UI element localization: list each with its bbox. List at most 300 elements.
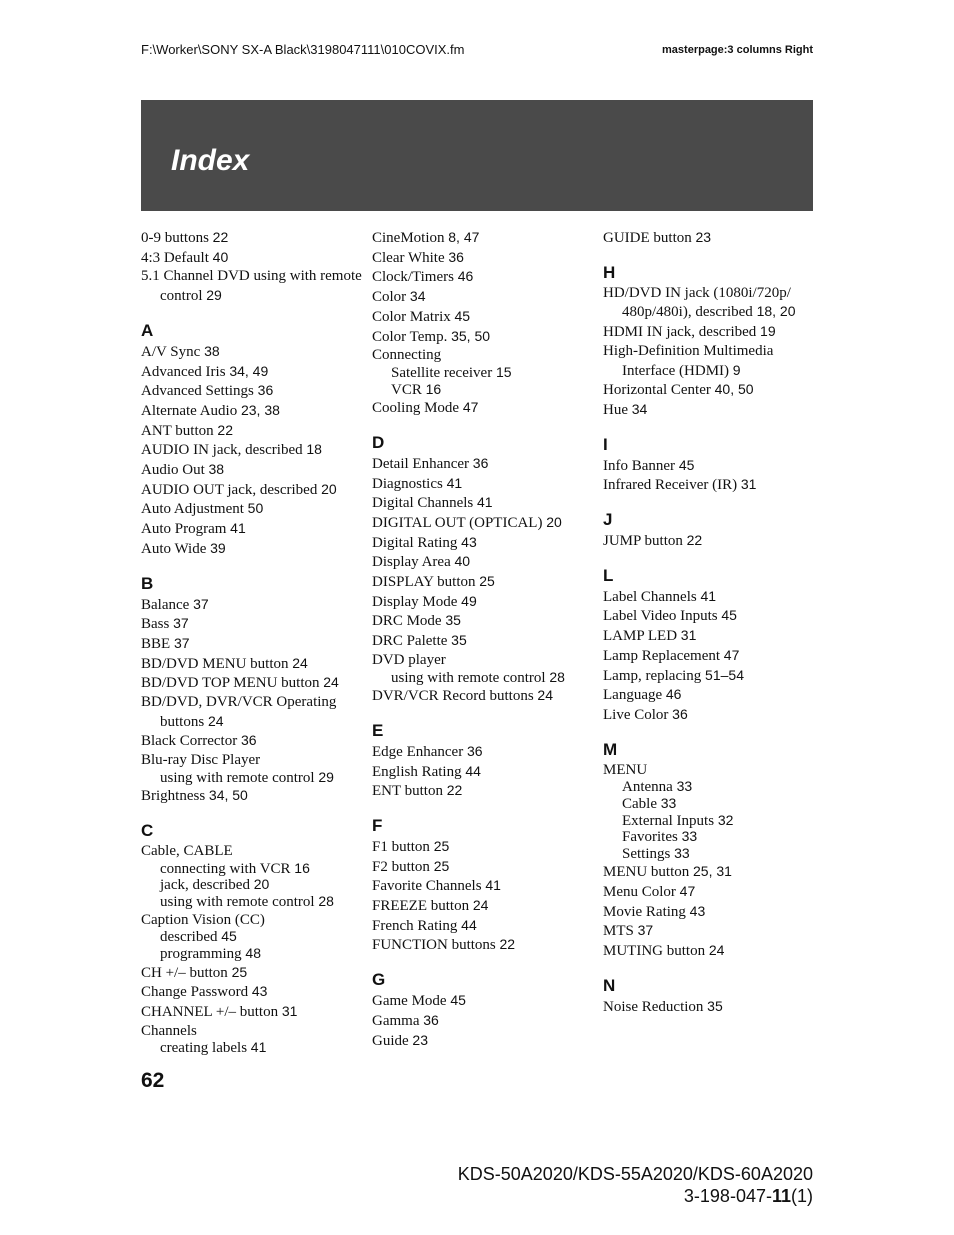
index-letter-heading: I <box>603 434 608 454</box>
index-entry <box>603 882 825 902</box>
index-entry <box>372 287 594 307</box>
index-entry <box>603 941 825 961</box>
index-term: Noise Reduction <box>603 998 704 1015</box>
index-term: Black Corrector <box>141 733 238 750</box>
index-page-ref: 23 <box>695 229 712 245</box>
index-page-ref: 35, 50 <box>451 327 491 344</box>
index-entry <box>603 705 825 725</box>
index-page-ref: 32 <box>717 811 734 828</box>
index-term: CineMotion <box>372 230 445 246</box>
index-entry <box>603 761 825 780</box>
index-page-ref: 51–54 <box>705 666 744 683</box>
index-page-ref: 22 <box>217 421 233 438</box>
index-term: Change Password <box>141 984 249 1001</box>
index-term: English Rating <box>372 763 462 780</box>
index-subentry <box>603 813 825 830</box>
index-term: using with remote control <box>160 894 315 911</box>
index-page-ref: 22 <box>686 532 703 549</box>
index-entry <box>603 685 825 705</box>
index-subentry <box>372 382 594 399</box>
index-term: FREEZE button <box>372 898 470 915</box>
index-term: using with remote control <box>391 669 546 686</box>
index-page-ref: 40, 50 <box>714 381 754 398</box>
index-term: Alternate Audio <box>141 402 238 419</box>
index-term: Caption Vision (CC) <box>141 911 265 928</box>
index-entry <box>141 342 363 362</box>
index-term: A/V Sync <box>141 343 201 360</box>
header-masterpage: masterpage:3 columns Right <box>662 44 813 56</box>
index-page-ref: 25 <box>479 573 495 590</box>
index-entry <box>372 398 594 418</box>
footer-code <box>684 1186 813 1207</box>
index-entry <box>141 693 363 731</box>
index-term: Horizontal Center <box>603 382 711 399</box>
index-term: DVR/VCR Record buttons <box>372 688 534 705</box>
index-entry <box>372 1011 594 1031</box>
index-subentry <box>141 861 363 878</box>
index-term: Color Temp. <box>372 328 448 345</box>
index-page-ref: 24 <box>323 674 339 691</box>
index-entry <box>603 475 825 495</box>
index-term: CHANNEL +/– button <box>141 1003 279 1020</box>
index-entry <box>603 862 825 882</box>
index-term: Connecting <box>372 347 442 364</box>
index-term: Infrared Receiver (IR) <box>603 477 738 494</box>
index-entry <box>603 902 825 922</box>
index-term: AUDIO OUT jack, described <box>141 481 318 498</box>
index-entry <box>603 921 825 941</box>
index-term: AUDIO IN jack, described <box>141 442 303 459</box>
index-subentry <box>141 894 363 911</box>
index-entry <box>141 614 363 634</box>
index-entry <box>372 686 594 706</box>
index-term: MUTING button <box>603 943 706 960</box>
index-page-ref: 34 <box>409 288 426 305</box>
header-filepath: F:\Worker\SONY SX-A Black\3198047111\010COVIX.fm <box>141 42 465 57</box>
index-term: DRC Mode <box>372 613 442 630</box>
index-term: Cable, CABLE <box>141 843 233 860</box>
index-term: Advanced Iris <box>141 363 226 380</box>
index-page-ref: 46 <box>665 686 682 703</box>
index-entry <box>141 842 363 861</box>
index-page-ref: 22 <box>446 782 463 799</box>
index-page-ref: 22 <box>212 229 229 245</box>
index-term: Gamma <box>372 1012 420 1029</box>
index-page-ref: 36 <box>423 1011 439 1028</box>
index-entry <box>141 440 363 460</box>
index-entry <box>141 634 363 654</box>
index-term: LAMP LED <box>603 628 678 645</box>
index-page-ref: 43 <box>689 902 706 919</box>
index-page-ref: 25, 31 <box>693 863 732 880</box>
index-term: DISPLAY button <box>372 574 476 591</box>
index-entry <box>141 1022 363 1041</box>
index-letter-heading: J <box>603 510 613 530</box>
index-page-ref: 31 <box>281 1002 298 1019</box>
index-page-ref: 29 <box>206 287 222 304</box>
index-page-ref: 24 <box>207 712 224 729</box>
index-page-ref: 45 <box>721 607 737 624</box>
index-term: Favorite Channels <box>372 878 482 895</box>
index-term: JUMP button <box>603 533 683 550</box>
index-term: Lamp Replacement <box>603 647 721 664</box>
index-page-ref: 37 <box>193 595 209 612</box>
index-page-ref: 47 <box>679 883 696 900</box>
index-page-ref: 31 <box>740 476 757 493</box>
index-term: F1 button <box>372 838 430 855</box>
index-term: DRC Palette <box>372 633 448 650</box>
index-column-2 <box>372 228 594 1050</box>
index-entry <box>372 935 594 955</box>
index-term: Label Video Inputs <box>603 608 718 625</box>
index-entry <box>603 587 825 607</box>
footer-code-bold: 11 <box>771 1186 791 1206</box>
index-term: Detail Enhancer <box>372 455 470 472</box>
page-title: Index <box>171 144 250 177</box>
index-page-ref: 34 <box>631 400 648 417</box>
index-entry <box>372 896 594 916</box>
index-page-ref: 33 <box>681 828 698 845</box>
index-term: Info Banner <box>603 457 676 474</box>
index-subentry <box>603 829 825 846</box>
index-column-3 <box>603 228 825 1017</box>
index-page-ref: 28 <box>318 893 334 910</box>
index-entry <box>141 654 363 674</box>
index-page-ref: 38 <box>208 461 225 478</box>
index-term: Auto Wide <box>141 540 207 557</box>
index-entry <box>141 362 363 382</box>
index-term: Settings <box>622 845 671 862</box>
index-subentry <box>141 946 363 963</box>
index-page-ref: 23, 38 <box>240 401 280 418</box>
index-entry <box>372 857 594 877</box>
index-entry <box>603 646 825 666</box>
index-term: Digital Rating <box>372 534 458 551</box>
index-page-ref: 22 <box>499 936 516 953</box>
index-page-ref: 25 <box>433 857 450 874</box>
index-page-ref: 44 <box>465 762 481 779</box>
footer-models: KDS-50A2020/KDS-55A2020/KDS-60A2020 <box>457 1164 813 1184</box>
index-term: GUIDE button <box>603 230 692 246</box>
index-page-ref: 24 <box>472 897 489 914</box>
index-page-ref: 37 <box>173 615 189 632</box>
index-page-ref: 41 <box>477 494 493 511</box>
index-entry <box>372 781 594 801</box>
index-page-ref: 45 <box>454 307 471 324</box>
index-page-ref: 41 <box>485 877 501 894</box>
index-entry <box>141 228 363 248</box>
index-term: Audio Out <box>141 462 205 479</box>
index-term: ENT button <box>372 783 443 800</box>
index-page-ref: 33 <box>674 844 690 861</box>
index-term: VCR <box>391 381 422 398</box>
index-term: ANT button <box>141 422 214 439</box>
index-page-ref: 29 <box>318 768 334 785</box>
index-letter-heading: A <box>141 320 154 340</box>
index-page-ref: 36 <box>466 742 483 759</box>
index-term: Cable <box>622 795 657 812</box>
index-term: External Inputs <box>622 812 715 829</box>
index-entry <box>372 742 594 762</box>
index-page-ref: 15 <box>495 363 512 380</box>
index-term: Digital Channels <box>372 495 474 512</box>
index-entry <box>372 991 594 1011</box>
index-term: 4:3 Default <box>141 249 209 266</box>
index-entry <box>603 456 825 476</box>
index-page-ref: 36 <box>672 705 688 722</box>
index-entry <box>603 666 825 686</box>
index-term: CH +/– button <box>141 964 228 981</box>
index-term: Color Matrix <box>372 308 451 325</box>
index-letter-heading: E <box>372 720 384 740</box>
index-entry <box>372 592 594 612</box>
index-term: Guide <box>372 1032 409 1049</box>
index-term: 5.1 Channel DVD using with remote control <box>141 268 362 305</box>
index-subentry <box>372 670 594 687</box>
index-term: described <box>160 929 218 946</box>
index-term: Label Channels <box>603 588 697 605</box>
index-page-ref: 43 <box>461 533 477 550</box>
index-page-ref: 41 <box>250 1039 267 1056</box>
index-term: Auto Program <box>141 521 227 538</box>
index-term: Cooling Mode <box>372 400 460 417</box>
index-page-ref: 25 <box>231 963 248 980</box>
index-page-ref: 37 <box>173 634 190 651</box>
index-entry <box>372 572 594 592</box>
index-subentry <box>141 929 363 946</box>
index-entry <box>372 611 594 631</box>
index-column-1 <box>141 228 363 1057</box>
index-letter-heading: C <box>141 821 154 841</box>
index-term: Movie Rating <box>603 903 686 920</box>
index-term: DIGITAL OUT (OPTICAL) <box>372 514 543 531</box>
index-subentry <box>603 779 825 796</box>
index-term: Lamp, replacing <box>603 667 702 684</box>
index-page-ref: 47 <box>462 399 479 416</box>
index-subentry <box>603 796 825 813</box>
index-entry <box>141 751 363 770</box>
index-term: Antenna <box>622 779 673 796</box>
index-entry <box>372 876 594 896</box>
index-page-ref: 47 <box>723 646 740 663</box>
index-page-ref: 48 <box>245 944 261 961</box>
index-term: Bass <box>141 616 170 633</box>
index-entry <box>372 837 594 857</box>
page-number: 62 <box>141 1069 165 1092</box>
index-letter-heading: M <box>603 739 618 759</box>
index-entry <box>372 327 594 347</box>
index-entry <box>141 480 363 500</box>
index-term: Hue <box>603 401 628 418</box>
index-term: Display Area <box>372 554 451 571</box>
index-page-ref: 24 <box>537 687 553 704</box>
index-page-ref: 35 <box>445 612 461 629</box>
index-entry <box>372 228 594 248</box>
index-page-ref: 41 <box>446 474 463 491</box>
index-term: Color <box>372 289 407 306</box>
index-page-ref: 36 <box>257 382 274 399</box>
index-term: F2 button <box>372 858 430 875</box>
index-entry <box>141 731 363 751</box>
index-page-ref: 36 <box>472 454 489 471</box>
index-entry <box>141 460 363 480</box>
index-entry <box>372 916 594 936</box>
index-term: Edge Enhancer <box>372 743 464 760</box>
index-page-ref: 41 <box>230 520 246 537</box>
index-entry <box>372 454 594 474</box>
index-page-ref: 44 <box>461 916 477 933</box>
index-page-ref: 33 <box>676 778 693 795</box>
index-page-ref: 34, 50 <box>208 787 248 804</box>
index-entry <box>141 401 363 421</box>
footer-code-suffix: (1) <box>791 1186 813 1206</box>
index-entry <box>603 400 825 420</box>
index-page-ref: 16 <box>294 859 310 876</box>
index-term: Satellite receiver <box>391 364 493 381</box>
index-entry <box>372 493 594 513</box>
index-page-ref: 31 <box>680 627 697 644</box>
index-term: Advanced Settings <box>141 383 254 400</box>
index-page-ref: 35 <box>707 997 723 1014</box>
index-entry <box>372 474 594 494</box>
index-letter-heading: L <box>603 565 614 585</box>
index-page-ref: 24 <box>292 654 308 671</box>
index-page-ref: 37 <box>637 922 654 939</box>
index-entry <box>141 519 363 539</box>
index-letter-heading: F <box>372 815 383 835</box>
index-page-ref: 36 <box>240 732 257 749</box>
index-entry <box>372 762 594 782</box>
index-term: Live Color <box>603 706 669 723</box>
index-term: Blu-ray Disc Player <box>141 752 261 769</box>
index-page-ref: 45 <box>221 928 237 945</box>
index-page-ref: 33 <box>660 794 677 811</box>
index-term: HD/DVD IN jack (1080i/720p/ 480p/480i), described <box>603 284 791 321</box>
index-page-ref: 16 <box>425 380 442 397</box>
index-entry <box>372 307 594 327</box>
index-page-ref: 49 <box>461 592 477 609</box>
index-entry <box>372 631 594 651</box>
index-page-ref: 24 <box>708 942 725 959</box>
index-page-ref: 40 <box>212 248 229 265</box>
index-entry <box>141 499 363 519</box>
index-term: Menu Color <box>603 884 676 901</box>
index-term: Game Mode <box>372 993 447 1010</box>
index-subentry <box>141 770 363 787</box>
index-term: FUNCTION buttons <box>372 937 496 954</box>
index-page-ref: 9 <box>732 361 741 378</box>
index-letter-heading: N <box>603 975 616 995</box>
index-term: creating labels <box>160 1040 248 1057</box>
index-term: BD/DVD TOP MENU button <box>141 675 320 692</box>
index-page-ref: 25 <box>433 837 450 854</box>
index-page-ref: 20 <box>253 876 270 893</box>
index-entry <box>141 1002 363 1022</box>
index-page-ref: 20 <box>546 513 562 530</box>
index-entry <box>372 552 594 572</box>
index-entry <box>603 606 825 626</box>
index-page-ref: 39 <box>210 539 226 556</box>
index-entry <box>141 982 363 1002</box>
index-term: BBE <box>141 635 171 652</box>
index-entry <box>603 531 825 551</box>
index-term: French Rating <box>372 917 458 934</box>
index-entry <box>603 997 825 1017</box>
index-term: MENU button <box>603 864 690 881</box>
index-letter-heading: D <box>372 432 385 452</box>
index-term: Balance <box>141 596 190 613</box>
index-term: Clear White <box>372 249 445 266</box>
index-entry <box>141 421 363 441</box>
index-term: Diagnostics <box>372 475 443 492</box>
index-entry <box>141 248 363 268</box>
index-page-ref: 28 <box>549 668 565 685</box>
index-letter-heading: G <box>372 970 386 990</box>
index-term: 0-9 buttons <box>141 230 209 246</box>
index-term: jack, described <box>160 877 250 894</box>
index-page-ref: 20 <box>321 480 337 497</box>
index-entry <box>603 380 825 400</box>
index-term: DVD player <box>372 651 446 668</box>
index-term: Auto Adjustment <box>141 501 244 518</box>
index-page-ref: 34, 49 <box>229 362 269 379</box>
index-term: High-Definition Multimedia Interface (HDMI) <box>603 342 774 379</box>
index-term: HDMI IN jack, described <box>603 324 757 341</box>
index-subentry <box>603 846 825 863</box>
index-page-ref: 45 <box>450 992 466 1009</box>
index-term: Display Mode <box>372 593 458 610</box>
index-page-ref: 41 <box>700 587 717 604</box>
index-entry <box>372 651 594 670</box>
index-subentry <box>372 365 594 382</box>
index-page-ref: 23 <box>412 1031 428 1048</box>
index-entry <box>372 248 594 268</box>
index-entry <box>603 626 825 646</box>
index-subentry <box>141 1040 363 1057</box>
index-subentry <box>141 877 363 894</box>
index-entry <box>603 342 825 380</box>
index-entry <box>141 539 363 559</box>
index-entry <box>141 911 363 930</box>
index-term: using with remote control <box>160 769 315 786</box>
index-page-ref: 45 <box>678 456 695 473</box>
index-page-ref: 19 <box>760 323 776 340</box>
index-entry <box>372 513 594 533</box>
index-entry <box>141 786 363 806</box>
index-page-ref: 38 <box>204 342 220 359</box>
index-entry <box>372 346 594 365</box>
index-letter-heading: H <box>603 262 616 282</box>
index-page-ref: 35 <box>451 632 467 649</box>
index-entry <box>141 267 363 305</box>
index-term: Channels <box>141 1022 197 1039</box>
index-page-ref: 18 <box>306 441 322 458</box>
index-term: Clock/Timers <box>372 269 454 286</box>
index-term: MTS <box>603 923 634 940</box>
index-page-ref: 40 <box>454 553 471 570</box>
index-letter-heading: B <box>141 573 154 593</box>
index-entry <box>372 533 594 553</box>
index-entry <box>141 595 363 615</box>
index-page-ref: 43 <box>251 983 268 1000</box>
index-term: BD/DVD, DVR/VCR Operating buttons <box>141 694 337 730</box>
index-page-ref: 50 <box>247 500 264 517</box>
index-entry <box>141 963 363 983</box>
index-entry <box>141 673 363 693</box>
index-entry <box>141 381 363 401</box>
index-page-ref: 36 <box>448 248 464 265</box>
index-entry <box>603 228 825 248</box>
